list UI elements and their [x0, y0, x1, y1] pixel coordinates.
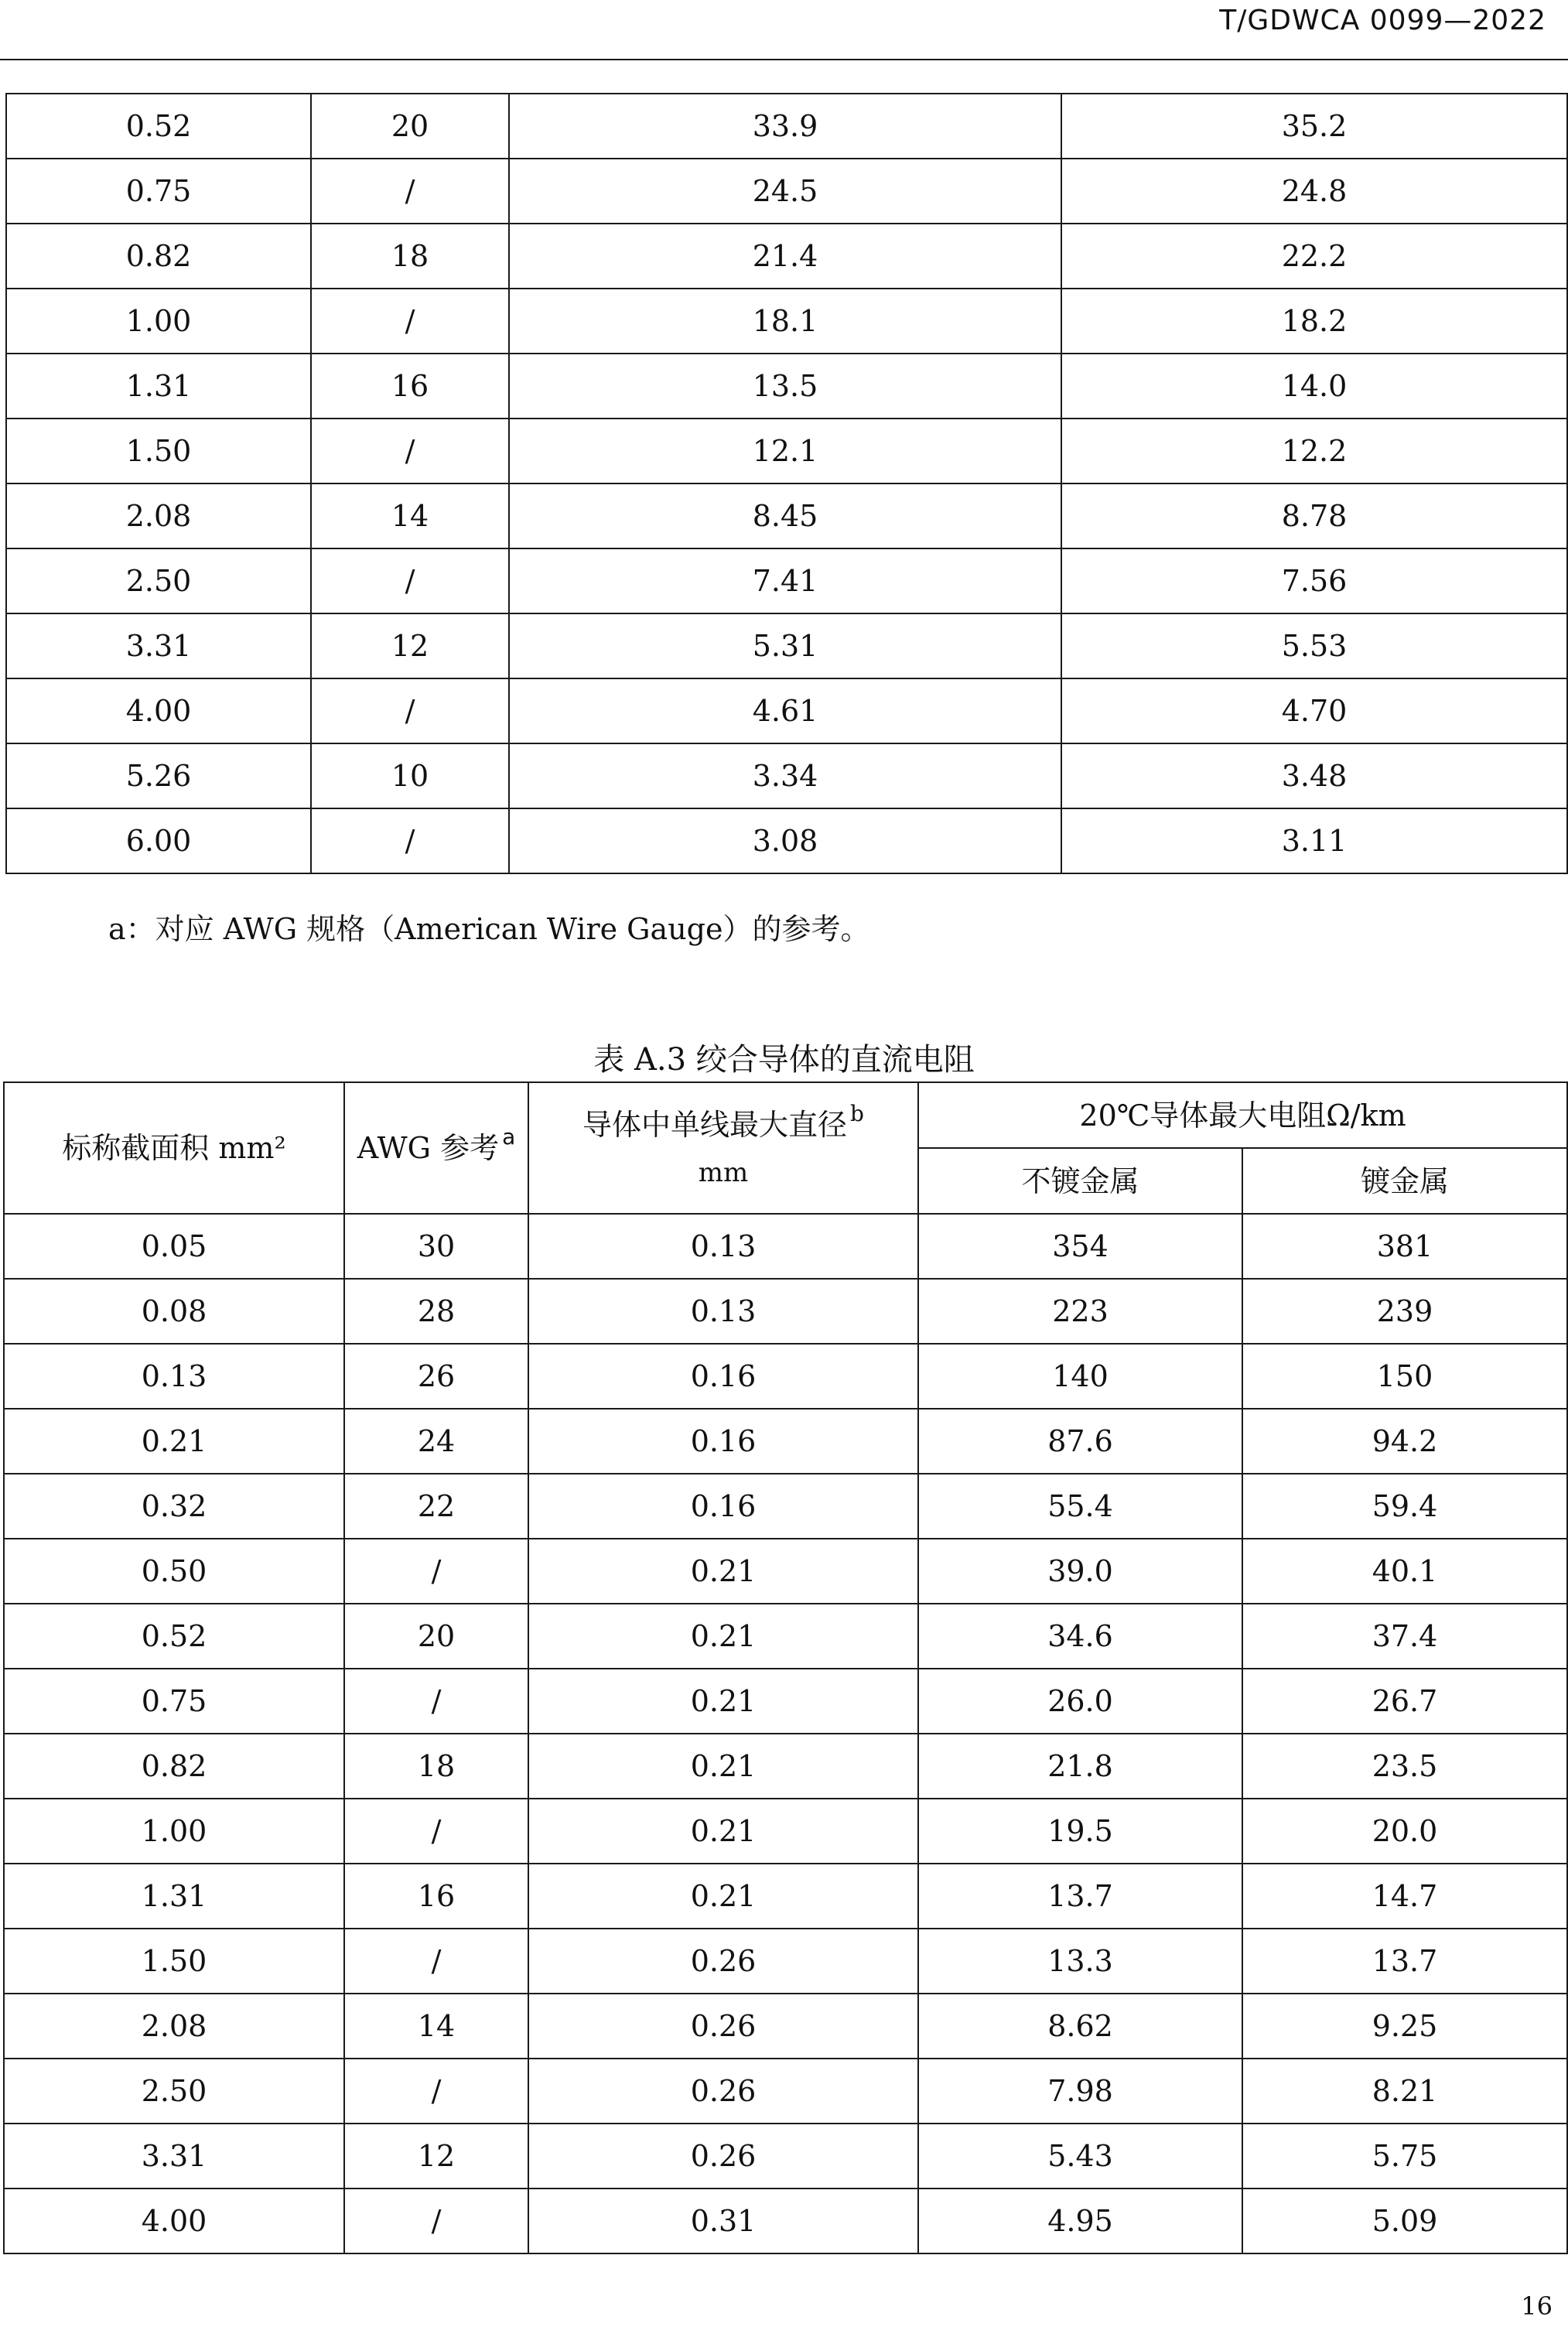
table-cell: 0.31	[528, 2189, 918, 2253]
table-cell: 28	[344, 1279, 528, 1344]
table-cell: 0.52	[4, 1604, 344, 1669]
table-cell: 0.82	[4, 1734, 344, 1799]
table-cell: 13.7	[918, 1864, 1242, 1929]
table-cell: 4.00	[6, 678, 311, 743]
table-row	[6, 94, 1567, 159]
table-cell: /	[311, 289, 509, 354]
table-cell: 0.21	[528, 1669, 918, 1734]
table-cell: 10	[311, 743, 509, 808]
table-a2-body	[6, 94, 1567, 873]
table-cell: 12	[311, 613, 509, 678]
table-cell: 26.7	[1242, 1669, 1567, 1734]
table-cell: 140	[918, 1344, 1242, 1409]
table-row	[4, 1669, 1567, 1734]
table-cell: 239	[1242, 1279, 1567, 1344]
footnote-marker-b: b	[850, 1101, 864, 1126]
table-cell: 1.31	[6, 354, 311, 419]
table-cell: 18.1	[509, 289, 1061, 354]
table-cell: 37.4	[1242, 1604, 1567, 1669]
table-cell: 0.16	[528, 1409, 918, 1474]
table-cell: 4.70	[1061, 678, 1567, 743]
table-cell: 14.7	[1242, 1864, 1567, 1929]
table-row	[4, 1474, 1567, 1539]
header-resistance-group: 20℃导体最大电阻Ω/km	[918, 1082, 1567, 1148]
table-cell: 0.16	[528, 1474, 918, 1539]
table-cell: 40.1	[1242, 1539, 1567, 1604]
table-cell: 381	[1242, 1214, 1567, 1279]
table-cell: /	[311, 808, 509, 873]
table-cell: 20	[344, 1604, 528, 1669]
table-cell: 0.21	[528, 1864, 918, 1929]
table-cell: 3.31	[4, 2124, 344, 2189]
table-cell: 16	[344, 1864, 528, 1929]
table-cell: 0.75	[4, 1669, 344, 1734]
table-cell: 20	[311, 94, 509, 159]
table-cell: 39.0	[918, 1539, 1242, 1604]
table-cell: 5.09	[1242, 2189, 1567, 2253]
table-cell: 26.0	[918, 1669, 1242, 1734]
table-cell: 0.32	[4, 1474, 344, 1539]
table-cell: 8.21	[1242, 2059, 1567, 2124]
table-cell: 0.21	[528, 1734, 918, 1799]
table-cell: 14.0	[1061, 354, 1567, 419]
table-cell: 1.00	[6, 289, 311, 354]
header-area: 标称截面积 mm²	[4, 1082, 344, 1214]
table-row	[6, 159, 1567, 224]
table-cell: 0.52	[6, 94, 311, 159]
footnote-marker-a: a	[502, 1124, 516, 1150]
table-a2-continued	[5, 93, 1568, 874]
table-cell: 30	[344, 1214, 528, 1279]
table-cell: 4.61	[509, 678, 1061, 743]
table-cell: 0.13	[528, 1279, 918, 1344]
table-row	[4, 1539, 1567, 1604]
table-cell: 33.9	[509, 94, 1061, 159]
table-cell: 14	[311, 483, 509, 548]
header-plain-metal: 不镀金属	[918, 1148, 1242, 1214]
table-row	[4, 1344, 1567, 1409]
table-row	[6, 808, 1567, 873]
table-cell: 0.16	[528, 1344, 918, 1409]
table-cell: 8.78	[1061, 483, 1567, 548]
table-cell: 1.00	[4, 1799, 344, 1864]
table-cell: 19.5	[918, 1799, 1242, 1864]
table-cell: 0.13	[528, 1214, 918, 1279]
table-cell: 1.50	[4, 1929, 344, 1994]
table-cell: 0.05	[4, 1214, 344, 1279]
table-row	[4, 1279, 1567, 1344]
table-row	[6, 289, 1567, 354]
table-cell: /	[344, 2059, 528, 2124]
table-cell: /	[344, 1669, 528, 1734]
table-cell: 59.4	[1242, 1474, 1567, 1539]
table-cell: 0.82	[6, 224, 311, 289]
table-row	[6, 548, 1567, 613]
table-cell: 0.21	[528, 1604, 918, 1669]
table-cell: 0.08	[4, 1279, 344, 1344]
table-row	[4, 1799, 1567, 1864]
table-row	[6, 613, 1567, 678]
table-cell: 13.7	[1242, 1929, 1567, 1994]
table-cell: 22.2	[1061, 224, 1567, 289]
table-cell: 14	[344, 1994, 528, 2059]
table-cell: 5.26	[6, 743, 311, 808]
header-plated-metal: 镀金属	[1242, 1148, 1567, 1214]
table-cell: 5.43	[918, 2124, 1242, 2189]
table-row	[6, 483, 1567, 548]
table-cell: 5.31	[509, 613, 1061, 678]
document-code: T/GDWCA 0099—2022	[1219, 5, 1546, 36]
table-row	[4, 2189, 1567, 2253]
table-cell: 13.5	[509, 354, 1061, 419]
table-row	[6, 354, 1567, 419]
table-a3-body	[4, 1214, 1567, 2253]
table-cell: 150	[1242, 1344, 1567, 1409]
table-cell: 26	[344, 1344, 528, 1409]
table-cell: 0.50	[4, 1539, 344, 1604]
table-cell: 7.98	[918, 2059, 1242, 2124]
header-diameter: 导体中单线最大直径 $^b$ mm	[528, 1082, 918, 1214]
table-row	[4, 1214, 1567, 1279]
table-cell: 7.41	[509, 548, 1061, 613]
table-cell: 3.31	[6, 613, 311, 678]
table-cell: 3.48	[1061, 743, 1567, 808]
table-row	[6, 419, 1567, 483]
table-cell: 0.21	[4, 1409, 344, 1474]
table-cell: 0.26	[528, 2059, 918, 2124]
table-cell: 24.8	[1061, 159, 1567, 224]
table-cell: 12	[344, 2124, 528, 2189]
header-diameter-unit: mm	[698, 1157, 749, 1188]
table-row	[4, 2124, 1567, 2189]
header-divider	[0, 59, 1568, 60]
table-cell: /	[311, 159, 509, 224]
table-header-row	[4, 1082, 1567, 1148]
table-cell: 18	[311, 224, 509, 289]
table-row	[6, 678, 1567, 743]
table-cell: 2.08	[6, 483, 311, 548]
table-cell: 2.08	[4, 1994, 344, 2059]
table-cell: 35.2	[1061, 94, 1567, 159]
table-cell: 354	[918, 1214, 1242, 1279]
table-cell: /	[311, 419, 509, 483]
table-cell: 1.50	[6, 419, 311, 483]
table-cell: 9.25	[1242, 1994, 1567, 2059]
table-cell: 12.1	[509, 419, 1061, 483]
table-cell: 22	[344, 1474, 528, 1539]
table-cell: 18.2	[1061, 289, 1567, 354]
table-cell: 0.21	[528, 1539, 918, 1604]
table-cell: 8.62	[918, 1994, 1242, 2059]
table-cell: 13.3	[918, 1929, 1242, 1994]
table-cell: /	[311, 548, 509, 613]
table-cell: 6.00	[6, 808, 311, 873]
table-cell: /	[344, 1539, 528, 1604]
table-cell: 21.4	[509, 224, 1061, 289]
table-row	[4, 1994, 1567, 2059]
page-number: 16	[1521, 2291, 1553, 2321]
table-cell: 12.2	[1061, 419, 1567, 483]
table-row	[4, 1604, 1567, 1669]
table-cell: 0.26	[528, 2124, 918, 2189]
header-awg: AWG 参考 $^a$	[344, 1082, 528, 1214]
table-cell: 0.26	[528, 1929, 918, 1994]
table-cell: 34.6	[918, 1604, 1242, 1669]
table-row	[4, 1864, 1567, 1929]
table-cell: 5.75	[1242, 2124, 1567, 2189]
table-a3-caption: 表 A.3 绞合导体的直流电阻	[593, 1042, 975, 1078]
table-cell: 3.34	[509, 743, 1061, 808]
table-cell: 8.45	[509, 483, 1061, 548]
table-cell: /	[344, 2189, 528, 2253]
table-a3	[3, 1081, 1568, 2254]
table-cell: 2.50	[4, 2059, 344, 2124]
table-cell: 20.0	[1242, 1799, 1567, 1864]
table-cell: 4.00	[4, 2189, 344, 2253]
table-cell: 24.5	[509, 159, 1061, 224]
table-cell: 4.95	[918, 2189, 1242, 2253]
table-cell: 23.5	[1242, 1734, 1567, 1799]
table-cell: 94.2	[1242, 1409, 1567, 1474]
table-row	[4, 1929, 1567, 1994]
table-cell: 3.11	[1061, 808, 1567, 873]
table-cell: 87.6	[918, 1409, 1242, 1474]
table-cell: 223	[918, 1279, 1242, 1344]
table-cell: 0.13	[4, 1344, 344, 1409]
table-cell: 1.31	[4, 1864, 344, 1929]
table-cell: 7.56	[1061, 548, 1567, 613]
table-row	[4, 1734, 1567, 1799]
table-cell: 16	[311, 354, 509, 419]
table-cell: 3.08	[509, 808, 1061, 873]
table-cell: 0.26	[528, 1994, 918, 2059]
table-row	[6, 224, 1567, 289]
table-cell: 24	[344, 1409, 528, 1474]
table-footnote: a：对应 AWG 规格（American Wire Gauge）的参考。	[108, 912, 870, 946]
table-row	[4, 2059, 1567, 2124]
table-cell: 0.75	[6, 159, 311, 224]
table-cell: 5.53	[1061, 613, 1567, 678]
table-cell: 0.21	[528, 1799, 918, 1864]
table-row	[4, 1409, 1567, 1474]
table-cell: /	[344, 1929, 528, 1994]
table-cell: /	[311, 678, 509, 743]
table-row	[6, 743, 1567, 808]
table-cell: 18	[344, 1734, 528, 1799]
table-cell: 2.50	[6, 548, 311, 613]
table-cell: /	[344, 1799, 528, 1864]
table-cell: 21.8	[918, 1734, 1242, 1799]
table-cell: 55.4	[918, 1474, 1242, 1539]
